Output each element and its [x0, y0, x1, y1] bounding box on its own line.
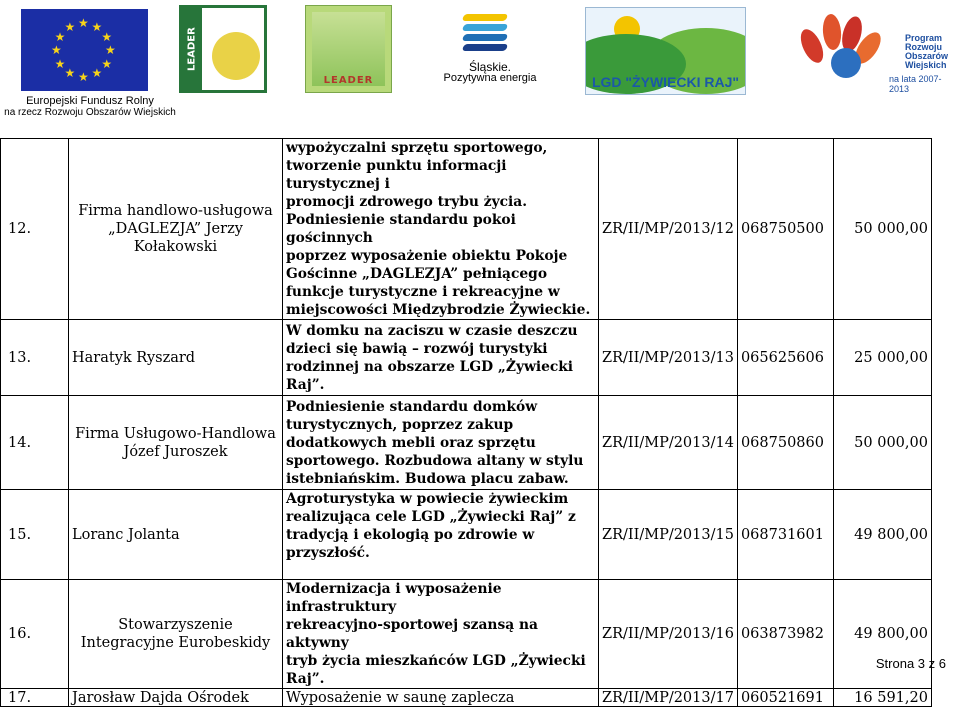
beneficiary-name: Firma handlowo-usługowa „DAGLEZJA” Jerzy Kołakowski	[69, 139, 283, 320]
eu-star-icon: ★	[91, 19, 103, 34]
table-row	[1, 689, 932, 707]
prow-logo-text: Program Rozwoju Obszarów Wiejskich	[905, 33, 949, 70]
eu-flag-logo	[21, 9, 148, 91]
beneficiary-id: 063873982	[737, 580, 833, 689]
leader-logo	[179, 5, 267, 93]
grant-amount: 49 800,00	[833, 580, 931, 689]
eu-star-icon: ★	[101, 29, 113, 44]
prow-logo	[797, 8, 949, 94]
operation-description: Podniesienie standardu domków turystycznych, poprzez zakup dodatkowych mebli oraz sprzętu sportowego. Rozbudowa altany w stylu istebniańskim. Budowa placu zabaw.	[283, 396, 599, 490]
slaskie-logo-line2: Pozytywna energia	[443, 72, 537, 84]
page-number: Strona 3 z 6	[875, 656, 946, 671]
prow-logo-years: na lata 2007-2013	[889, 74, 942, 94]
lgd-zywiecki-raj-logo	[585, 7, 746, 95]
operation-description: wypożyczalni sprzętu sportowego, tworzenie punktu informacji turystycznej i promocji zdrowego trybu życia. Podniesienie standardu pokoi gościnnych poprzez wyposażenie obiektu Pokoje Gościnne „DAGLEZJA” pełniącego funkcje turystyczne i rekreacyjne w miejscowości Międzybrodzie Żywieckie.	[283, 139, 599, 320]
eu-fund-caption-line2: na rzecz Rozwoju Obszarów Wiejskich	[4, 107, 176, 118]
row-number: 15.	[1, 490, 69, 580]
beneficiary-name: Haratyk Ryszard	[69, 320, 283, 396]
operation-description: Modernizacja i wyposażenie infrastruktury rekreacyjno-sportowej szansą na aktywny tryb życia mieszkańców LGD „Żywiecki Raj”.	[283, 580, 599, 689]
eu-star-icon: ★	[64, 19, 76, 34]
table-row	[1, 320, 932, 396]
row-number: 14.	[1, 396, 69, 490]
beneficiary-name: Firma Usługowo-Handlowa Józef Juroszek	[69, 396, 283, 490]
registration-number: ZR/II/MP/2013/12	[599, 139, 738, 320]
row-number: 12.	[1, 139, 69, 320]
beneficiary-id: 060521691	[737, 689, 833, 707]
grant-amount: 25 000,00	[833, 320, 931, 396]
lgd-logo-text: LGD "ŻYWIECKI RAJ"	[591, 74, 740, 90]
row-number: 17.	[1, 689, 69, 707]
beneficiary-name: Stowarzyszenie Integracyjne Eurobeskidy	[69, 580, 283, 689]
registration-number: ZR/II/MP/2013/14	[599, 396, 738, 490]
beneficiary-id: 068750500	[737, 139, 833, 320]
grant-amount: 50 000,00	[833, 139, 931, 320]
eu-star-icon: ★	[54, 29, 66, 44]
table-row	[1, 490, 932, 580]
beneficiary-name: Jarosław Dajda Ośrodek	[69, 689, 283, 707]
grant-amount: 49 800,00	[833, 490, 931, 580]
leader-logo-text: LEADER	[182, 8, 202, 90]
beneficiary-id: 068731601	[737, 490, 833, 580]
row-number: 13.	[1, 320, 69, 396]
registration-number: ZR/II/MP/2013/13	[599, 320, 738, 396]
row-number: 16.	[1, 580, 69, 689]
registration-number: ZR/II/MP/2013/17	[599, 689, 738, 707]
grant-amount: 50 000,00	[833, 396, 931, 490]
table-row	[1, 580, 932, 689]
table-row	[1, 139, 932, 320]
operation-description: W domku na zaciszu w czasie deszczu dzieci się bawią – rozwój turystyki rodzinnej na obszarze LGD „Żywiecki Raj”.	[283, 320, 599, 396]
leader-mosaic-logo	[305, 5, 392, 93]
leader-tree-icon	[212, 32, 260, 80]
registration-number: ZR/II/MP/2013/16	[599, 580, 738, 689]
eu-star-icon: ★	[64, 66, 76, 81]
leader-mosaic-text: LEADER	[323, 75, 374, 86]
eu-star-icon: ★	[51, 43, 62, 57]
operation-description: Wyposażenie w saunę zaplecza	[283, 689, 599, 707]
eu-star-icon: ★	[101, 56, 113, 71]
table-row	[1, 396, 932, 490]
beneficiaries-table	[0, 138, 932, 707]
registration-number: ZR/II/MP/2013/15	[599, 490, 738, 580]
eu-star-icon: ★	[91, 66, 103, 81]
eu-star-icon: ★	[54, 56, 66, 71]
beneficiary-id: 065625606	[737, 320, 833, 396]
slaskie-logo-line1: Śląskie.	[468, 60, 512, 74]
eu-star-icon: ★	[105, 43, 116, 57]
operation-description: Agroturystyka w powiecie żywieckim realizująca cele LGD „Żywiecki Raj” z tradycją i ekologią po zdrowie w przyszłość.	[283, 490, 599, 580]
eu-star-icon: ★	[78, 70, 89, 84]
beneficiary-id: 068750860	[737, 396, 833, 490]
eu-star-icon: ★	[78, 16, 89, 30]
grant-amount: 16 591,20	[833, 689, 931, 707]
beneficiary-name: Loranc Jolanta	[69, 490, 283, 580]
eu-fund-caption-line1: Europejski Fundusz Rolny	[26, 95, 154, 107]
slaskie-waves-icon	[455, 12, 515, 60]
